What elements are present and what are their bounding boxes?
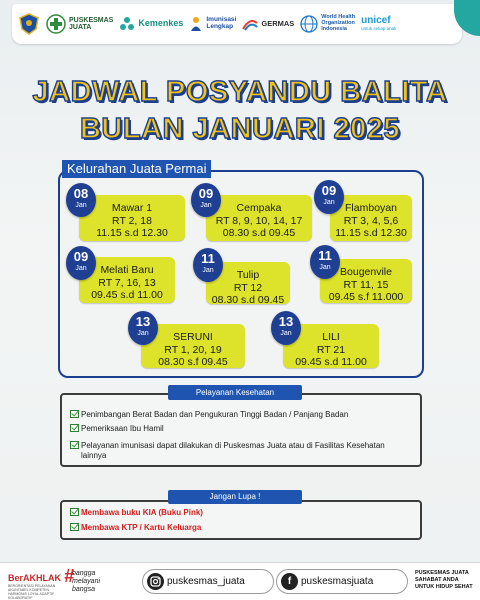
bangga-line: bangga: [72, 570, 96, 577]
date-badge: [271, 311, 301, 345]
who-logo: [300, 15, 355, 33]
facebook-icon: f: [281, 573, 298, 590]
service-item-text: Pemeriksaan Ibu Hamil: [81, 424, 164, 433]
facebook-handle-text: puskesmasjuata: [301, 576, 374, 587]
unicef-logo-label: unicef: [361, 15, 391, 27]
reminder-item: [70, 523, 201, 533]
date-month: Jan: [280, 330, 292, 337]
imunisasi-logo-icon: [189, 16, 203, 32]
date-month: Jan: [137, 330, 149, 337]
puskesmas-logo-icon: [46, 14, 66, 34]
checkbox-icon: [70, 424, 79, 432]
reminder-item: [70, 508, 203, 518]
date-month: Jan: [323, 199, 335, 206]
posyandu-time: 08.30 s.d 09.45: [222, 227, 296, 239]
unicef-tagline: untuk setiap anak: [361, 25, 397, 31]
footer: [0, 562, 480, 600]
posyandu-time: 09.45 s.f 11.000: [328, 291, 404, 303]
date-month: Jan: [75, 202, 87, 209]
bangga-line: bangsa: [72, 586, 95, 593]
posyandu-time: 11.15 s.d 12.30: [335, 227, 407, 239]
date-badge: [314, 180, 344, 214]
date-badge: [66, 246, 96, 280]
who-logo-icon: [300, 15, 318, 33]
posyandu-name: SERUNI: [173, 331, 213, 343]
bangga-line: melayani: [72, 578, 101, 585]
date-badge: [191, 183, 221, 217]
date-badge: [193, 248, 223, 282]
posyandu-name: Tulip: [236, 269, 260, 281]
date-day: 11: [318, 248, 332, 263]
title-line-1: JADWAL POSYANDU BALITA: [32, 76, 448, 108]
date-badge: [128, 311, 158, 345]
posyandu-rt: RT 11, 15: [343, 278, 389, 291]
germas-logo-icon: [242, 17, 258, 31]
date-month: Jan: [202, 267, 214, 274]
kemenkes-logo-label: Kemenkes: [138, 18, 184, 29]
instagram-handle-text: puskesmas_juata: [167, 576, 245, 587]
service-item-text: Pelayanan imunisasi dapat dilakukan di Puskesmas Juata atau di Fasilitas Kesehatan lainnya: [81, 441, 385, 460]
posyandu-time: 08.30 s.f 09.45: [158, 356, 228, 368]
puskesmas-logo-label: PUSKESMAS JUATA: [69, 16, 114, 31]
instagram-handle[interactable]: [142, 569, 274, 594]
date-month: Jan: [75, 265, 87, 272]
checkbox-icon: [70, 523, 79, 531]
date-day: 13: [135, 314, 151, 329]
date-day: 08: [73, 186, 89, 201]
date-month: Jan: [319, 264, 331, 271]
posyandu-rt: RT 1, 20, 19: [164, 343, 222, 356]
bangga-melayani-logo: [64, 566, 101, 594]
service-item: [70, 424, 410, 434]
posyandu-time: 08.30 s.d 09.45: [211, 294, 285, 306]
checkbox-icon: [70, 508, 79, 516]
posyandu-name: Flamboyan: [345, 202, 397, 214]
posyandu-rt: RT 7, 16, 13: [98, 276, 156, 289]
date-day: 11: [201, 251, 215, 266]
posyandu-name: Cempaka: [236, 202, 282, 214]
date-day: 09: [198, 186, 214, 201]
germas-logo: [242, 17, 294, 31]
service-item-text: Penimbangan Berat Badan dan Pengukuran Tinggi Badan / Panjang Badan: [81, 410, 349, 419]
reminder-item-text: Membawa buku KIA (Buku Pink): [81, 508, 203, 517]
posyandu-rt: RT 3, 4, 5,6: [343, 214, 399, 227]
puskesmas-logo: [46, 14, 113, 34]
reminder-item-text: Membawa KTP / Kartu Keluarga: [81, 523, 202, 532]
posyandu-rt: RT 21: [316, 343, 346, 356]
germas-logo-label: GERMAS: [261, 19, 295, 29]
date-day: 09: [73, 249, 89, 264]
kelurahan-label: Kelurahan Juata Permai: [62, 160, 211, 178]
services-heading: Pelayanan Kesehatan: [168, 385, 302, 400]
checkbox-icon: [70, 410, 79, 418]
checkbox-icon: [70, 441, 79, 449]
posyandu-name: Bougenvile: [340, 266, 392, 278]
date-badge: [310, 245, 340, 279]
posyandu-time: 09.45 s.d 11.00: [295, 356, 367, 368]
title-line-2: BULAN JANUARI 2025: [79, 113, 400, 145]
reminder-heading: Jangan Lupa !: [168, 490, 302, 504]
posyandu-rt: RT 8, 9, 10, 14, 17: [215, 214, 303, 227]
unicef-logo: [361, 16, 396, 31]
date-month: Jan: [200, 202, 212, 209]
posyandu-time: 09.45 s.d 11.00: [91, 289, 163, 301]
reminder-panel: [60, 500, 422, 540]
posyandu-rt: RT 12: [233, 281, 263, 294]
date-day: 13: [278, 314, 294, 329]
date-day: 09: [321, 183, 337, 198]
service-item: [70, 410, 410, 420]
who-logo-label: World Health Organization Indonesia: [321, 14, 356, 32]
hashtag-icon: #: [64, 566, 75, 586]
posyandu-name: Melati Baru: [100, 264, 154, 276]
posyandu-name: LILI: [322, 331, 340, 343]
facebook-handle[interactable]: [276, 569, 408, 594]
berakhlak-subtitle: BERORIENTASI PELAYANAN AKUNTABEL KOMPETEN HARMONIS LOYAL ADAPTIF KOLABORATIF: [8, 584, 56, 600]
imunisasi-logo-label: Imunisasi Lengkap: [206, 16, 237, 30]
schedule-card-cempaka: [206, 195, 312, 241]
posyandu-time: 11.15 s.d 12.30: [96, 227, 168, 239]
kemenkes-logo-icon: [119, 16, 135, 32]
posyandu-name: Mawar 1: [111, 202, 153, 214]
imunisasi-logo: [189, 16, 236, 32]
kemenkes-logo: [119, 16, 183, 32]
posyandu-rt: RT 2, 18: [112, 214, 152, 227]
service-item: [70, 441, 410, 461]
kabupaten-emblem-icon: [18, 13, 40, 35]
instagram-icon: [147, 573, 164, 590]
logo-bar: [12, 4, 462, 44]
date-badge: [66, 183, 96, 217]
tagline: PUSKESMAS JUATA SAHABAT ANDA UNTUK HIDUP SEHAT: [415, 570, 473, 590]
berakhlak-logo: BerAKHLAK: [8, 573, 62, 583]
